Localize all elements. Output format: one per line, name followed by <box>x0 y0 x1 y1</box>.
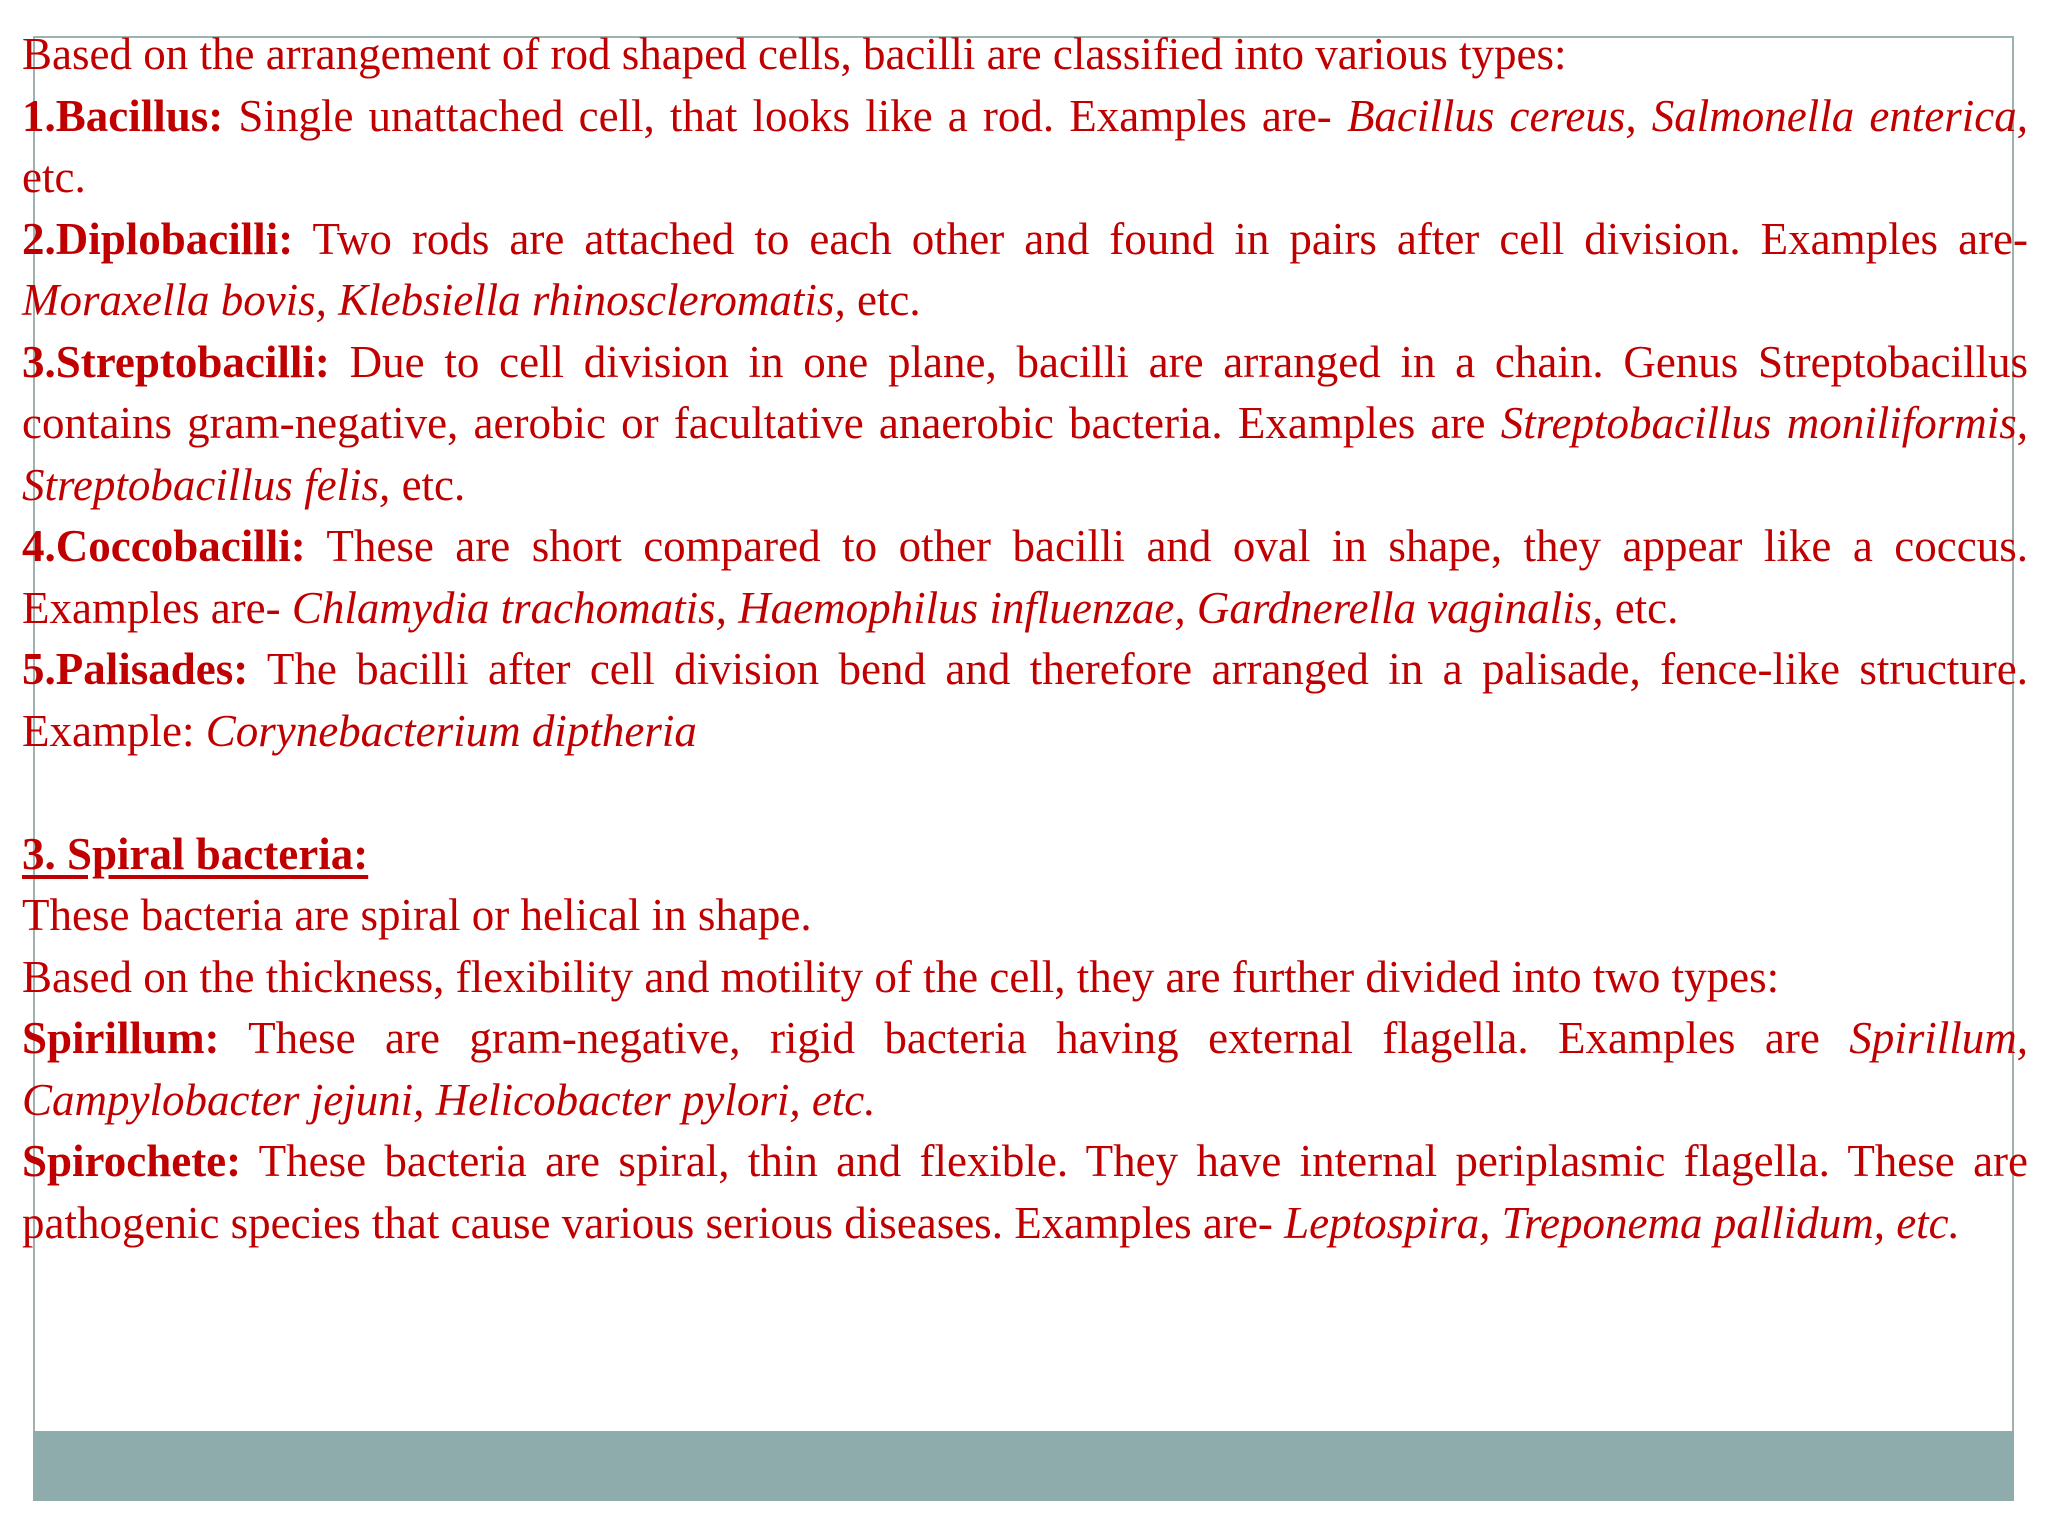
paragraph-spacer <box>22 762 2028 824</box>
intro-text: Based on the arrangement of rod shaped cells, bacilli are classified into various types: <box>22 29 1567 79</box>
type-coccobacilli <box>22 516 2028 639</box>
type-text: These are short compared to other bacilli and oval in shape, they appear like a coccus. Examples are- <box>22 521 2028 633</box>
type-text: Due to cell division in one plane, bacilli are arranged in a chain. Genus Streptobacillus contains gram-negative, aerobic or facultative anaerobic bacteria. Examples are <box>22 336 2029 448</box>
type-diplobacilli <box>22 209 2028 332</box>
type-spirillum <box>22 1008 2028 1131</box>
type-label: 1.Bacillus: <box>22 90 224 141</box>
type-palisades <box>22 639 2028 762</box>
type-text: Single unattached cell, that looks like a rod. Examples are- <box>238 90 1332 141</box>
type-tail: etc. <box>401 459 466 510</box>
spiral-heading: 3. Spiral bacteria: <box>22 828 369 879</box>
type-label: 4.Coccobacilli: <box>22 521 306 571</box>
type-text: These are gram-negative, rigid bacteria having external flagella. Examples are <box>248 1013 1820 1063</box>
type-examples: Streptobacillus moniliformis, Streptobacillus felis, <box>22 398 2028 510</box>
spiral-line-2: Based on the thickness, flexibility and motility of the cell, they are further divided into two types: <box>22 951 1780 1002</box>
type-label: Spirochete: <box>22 1136 242 1186</box>
type-text: The bacilli after cell division bend and therefore arranged in a palisade, fence-like structure. Example: <box>22 644 2028 756</box>
type-bacillus <box>22 86 2028 209</box>
spiral-line-1: These bacteria are spiral or helical in shape. <box>22 890 812 940</box>
slide-content <box>22 24 2028 1254</box>
type-label: 5.Palisades: <box>22 644 249 694</box>
type-streptobacilli <box>22 332 2028 517</box>
type-examples: Moraxella bovis, Klebsiella rhinoscleromatis, <box>22 275 846 325</box>
type-tail: etc. <box>1614 582 1679 633</box>
type-text: These bacteria are spiral, thin and flexible. They have internal periplasmic flagella. These are pathogenic species that cause various serious diseases. Examples are- <box>22 1136 2028 1248</box>
type-examples: Corynebacterium diptheria <box>205 705 697 756</box>
type-examples: Leptospira, Treponema pallidum, etc. <box>1284 1197 1960 1248</box>
type-examples: Chlamydia trachomatis, Haemophilus influenzae, Gardnerella vaginalis, <box>291 582 1604 633</box>
type-label: 3.Streptobacilli: <box>22 336 330 387</box>
type-text: Two rods are attached to each other and found in pairs after cell division. Examples are- <box>312 213 2029 264</box>
type-spirochete <box>22 1131 2028 1254</box>
type-tail: etc. <box>856 275 921 325</box>
type-label: Spirillum: <box>22 1013 220 1063</box>
type-tail: etc. <box>22 152 86 202</box>
footer-bar <box>33 1431 2014 1501</box>
type-label: 2.Diplobacilli: <box>22 213 294 264</box>
type-examples: Spirillum, Campylobacter jejuni, Helicobacter pylori, etc. <box>22 1013 2029 1125</box>
type-examples: Bacillus cereus, Salmonella enterica, <box>1346 90 2029 141</box>
